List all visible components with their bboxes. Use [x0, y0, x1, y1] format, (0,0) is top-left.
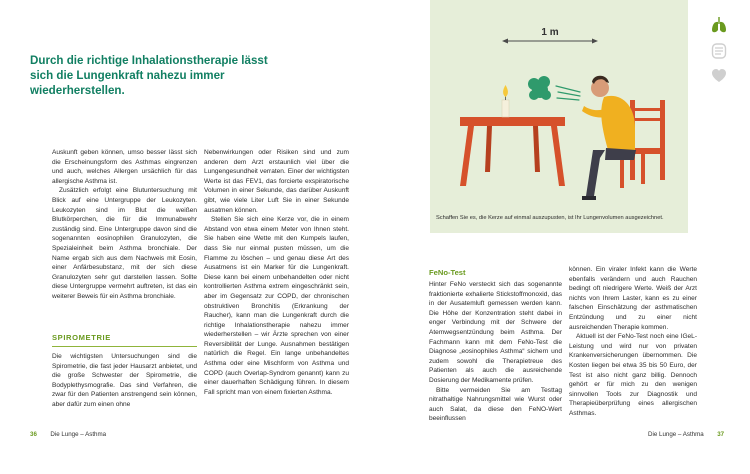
- side-icon-rail: [708, 16, 730, 92]
- candle-blowing-scene: [430, 0, 688, 212]
- paragraph: Zusätzlich erfolgt eine Blutuntersuchung mit Blick auf eine Untergruppe der Leukozyten. Leukozyten sind im Blut die weißen Blutkörperchen, die für die Immunabwehr zuständig sind. Eine Untergruppe davon sind die sogenannten eosinophilen Granulozyten, die Spezialeinheit beim Asthma bronchiale. Der Name ergab sich aus dem Nachweis mit Eosin, einer Anfärbesubstanz, mit der sich diese Granulozyten sehr gut darstellen lassen. Sollte diese Untergruppe vermehrt auftreten, ist das ein weiterer Beweis für ein Asthma bronchiale.: [52, 187, 197, 300]
- table-leg: [485, 126, 492, 172]
- paragraph: Bitte vermeiden Sie am Testtag nitrathaltige Nahrungsmittel wie Wurst oder auch Salat, da diese den FeNO-Wert beeinflussen: [429, 386, 562, 423]
- paragraph: Die wichtigsten Untersuchungen sind die Spirometrie, die fast jeder Hausarzt anbietet, und die große Schwester der Spirometrie, die Bodyplethysmografie. Das sind Verfahren, die zwar für den Patienten anstrengend sein können, aber dafür zum einen ohne: [52, 353, 197, 408]
- table-top: [460, 117, 565, 126]
- distance-label: 1 m: [541, 27, 559, 38]
- section-divider: [52, 346, 197, 347]
- person: [582, 76, 636, 200]
- illustration: [430, 0, 688, 233]
- heart-icon: [711, 68, 727, 84]
- lungs-icon: [711, 16, 727, 34]
- table-leg: [533, 126, 540, 172]
- text-column-4: [569, 265, 697, 419]
- breath-lines: [556, 86, 580, 100]
- paragraph: Auskunft geben können, umso besser lässt sich die Erscheinungsform des Asthmas eingrenzen und auch, welches Allergen ursächlich für das allergische Asthma ist.: [52, 149, 197, 185]
- illustration-caption: Schaffen Sie es, die Kerze auf einmal auszupusten, ist Ihr Lungenvolumen ausgezeichnet.: [436, 215, 664, 221]
- text-column-2: [204, 148, 349, 397]
- text-column-3: [429, 280, 562, 424]
- text-column-1-section: [52, 352, 197, 410]
- arrow-head-left: [502, 39, 508, 44]
- footer: [30, 431, 106, 438]
- table-leg: [551, 126, 565, 186]
- page-number: 36: [30, 431, 37, 438]
- section-title-feno-test: FeNo-Test: [429, 268, 466, 277]
- right-page: [375, 0, 750, 474]
- paragraph: Aktuell ist der FeNo-Test noch eine IGeL-Leistung und wird nur von privaten Krankenversicherungen übernommen. Die Kosten liegen bei etwa 35 bis 50 Euro, der Test ist also nicht ganz billig. Dennoch gehört er für mich zu den wenigen sinnvollen Tools zur Diagnostik und Therapieüberprüfung eines allergischen Asthmas.: [569, 333, 697, 417]
- paragraph: Nebenwirkungen oder Risiken sind und zum anderen dem Arzt erstaunlich viel über die Lungengesundheit verraten. Einer der wichtigsten Werte ist das FEV1, das forcierte exspiratorische Volumen in einer Sekunde, das darüber Auskunft gibt, wie viele Liter Luft Sie in einer Sekunde ausatmen können.: [204, 149, 349, 214]
- paragraph: können. Ein viraler Infekt kann die Werte ebenfalls verändern und auch Rauchen bedingt oft niedrigere Werte. Weiß der Arzt nichts von Ihrem Laster, kann es zu einer falschen Einschätzung der asthmatischen Entzündung und zu einer nicht ausreichenden Therapie kommen.: [569, 266, 697, 331]
- paragraph: Hinter FeNo versteckt sich das sogenannte fraktionierte exhalierte Stickstoffmonoxid, das in der Ausatemluft gemessen werden kann. Die Höhe der Konzentration steht dabei in enger Verbindung mit der Schwere der Atemwegsentzündung beim Asthma. Der Fachmann kann mit dem FeNo-Test die Diagnose „eosinophiles Asthma“ sichern und zudem sowohl die Therapietreue des Patienten als auch die ausreichende Dosierung der Medikamente prüfen.: [429, 281, 562, 384]
- footer: [648, 431, 724, 438]
- running-title: Die Lunge – Asthma: [648, 431, 704, 438]
- page-headline: Durch die richtige Inhalationstherapie lässt sich die Lungenkraft nahezu immer wiederherstellen.: [30, 54, 268, 98]
- paragraph: Stellen Sie sich eine Kerze vor, die in einem Abstand von etwa einem Meter von Ihnen steht. Sie haben eine Wette mit den Kumpels laufen, dass Sie nur einmal pusten müssen, um die Flamme zu löschen – und genau diese Art des Ausatmens ist ein Marker für die Lungenkraft. Diese kann bei einem unbehandelten oder nicht kontrollierten Asthma extrem eingeschränkt sein, aber im Gegensatz zur COPD, der chronischen obstruktiven Bronchitis (Erkrankung der Raucher), kann man die Lungenkraft durch die richtige Inhalationstherapie nahezu immer wiederherstellen – wir Ärzte sprechen von einer Reversibilität der Lunge. Ausnahmen bestätigen natürlich die Regel. Ein lange unbehandeltes Asthma oder eine Mischform von Asthma und COPD (auch Overlap-Syndrom genannt) kann zu einer dauerhaften Schädigung führen. In diesem Fall spricht man von einem fixierten Asthma.: [204, 216, 349, 396]
- section-title-spirometrie: SPIROMETRIE: [52, 333, 111, 342]
- text-column-1: [52, 148, 197, 302]
- candle: [502, 100, 509, 117]
- intestine-icon: [711, 42, 727, 60]
- page-number: 37: [717, 431, 725, 438]
- breath-puff: [528, 76, 551, 100]
- running-title: Die Lunge – Asthma: [50, 431, 107, 438]
- table-leg: [460, 126, 474, 186]
- candle-flame: [503, 85, 508, 97]
- arrow-head-right: [592, 39, 598, 44]
